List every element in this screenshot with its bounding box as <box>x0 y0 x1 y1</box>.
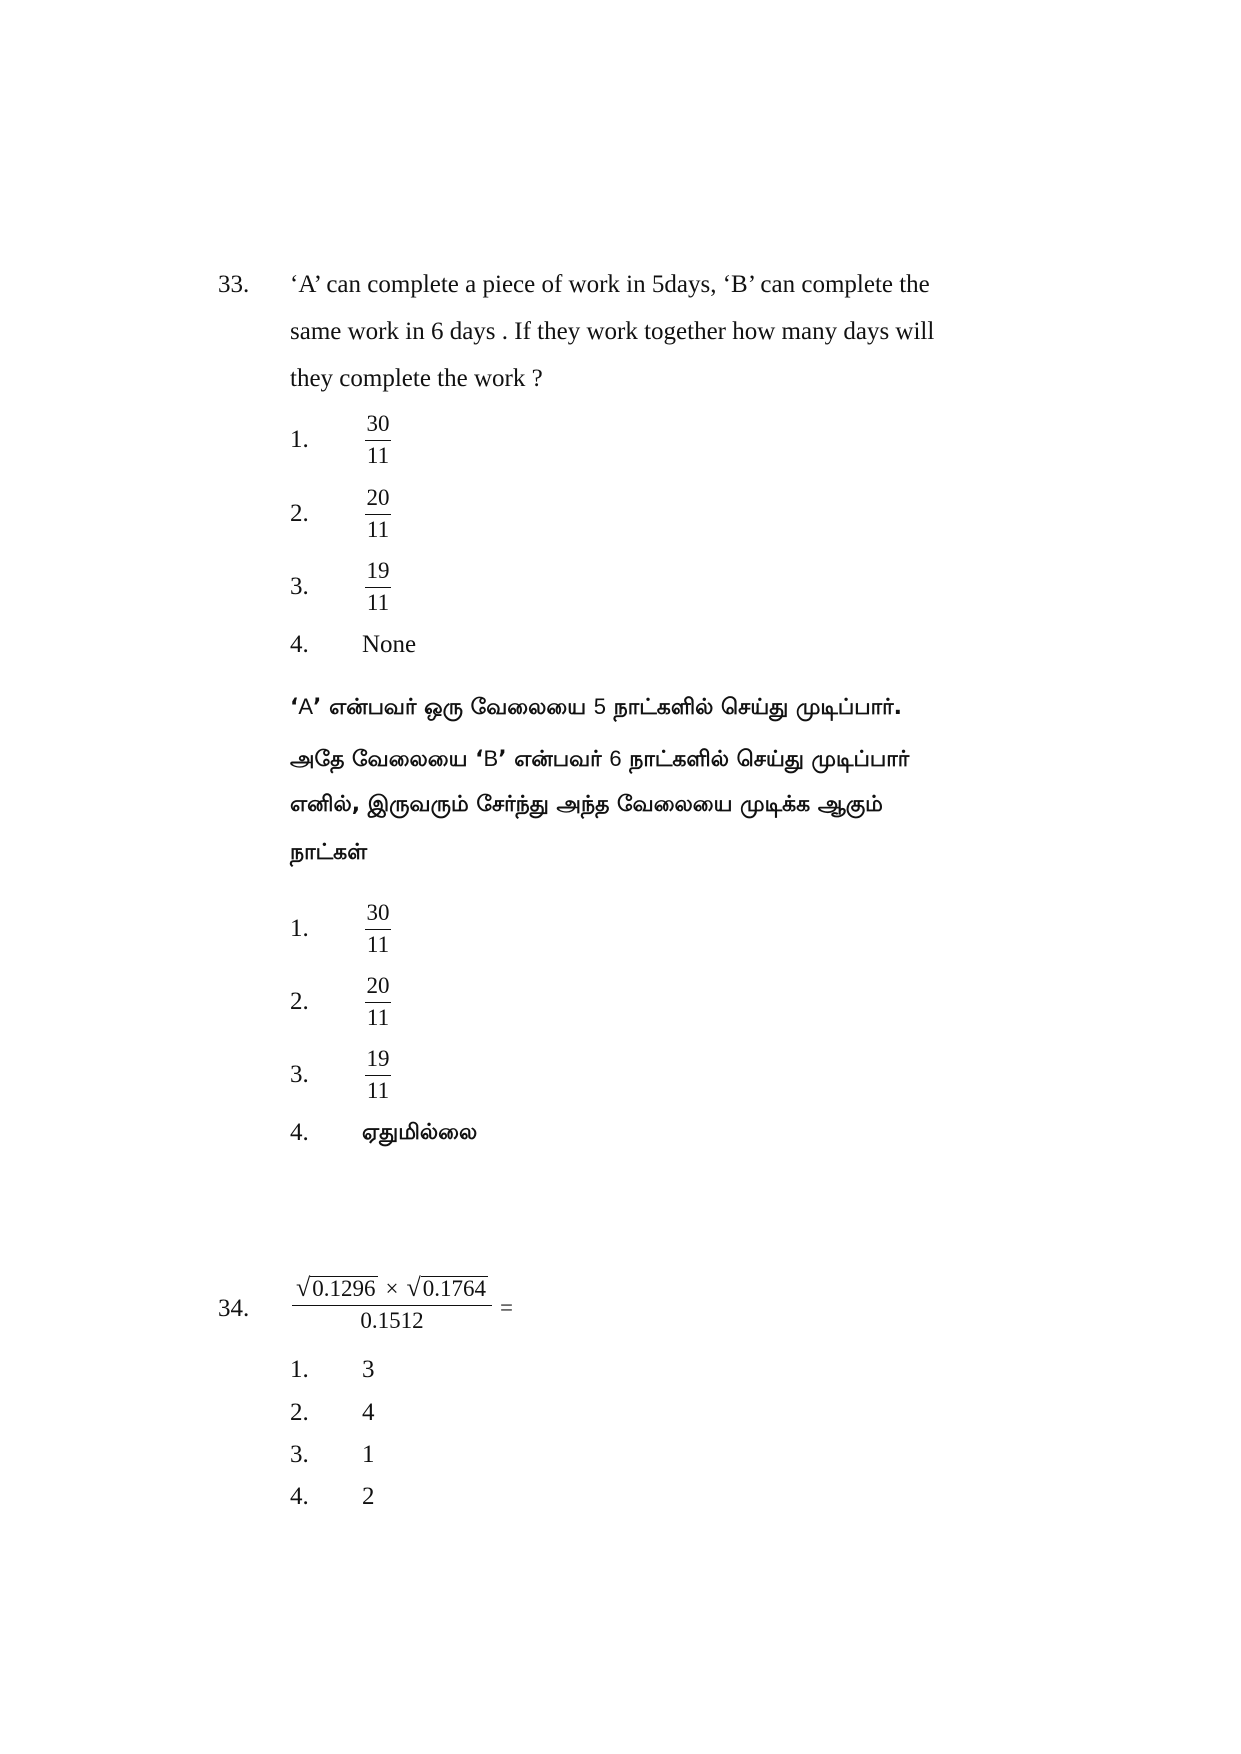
option-number: 2. <box>290 500 309 527</box>
option-number: 3. <box>290 1441 309 1468</box>
option-fraction <box>365 1046 391 1104</box>
expression-numerator <box>292 1275 492 1301</box>
question-text-line: same work in 6 days . If they work together how many days will <box>290 318 935 345</box>
text-fragment: B <box>483 746 499 771</box>
fraction-numerator: 30 <box>366 900 390 925</box>
option-number: 4. <box>290 631 309 658</box>
multiply-operator: × <box>385 1276 399 1301</box>
fraction-denominator: 11 <box>366 1005 390 1030</box>
fraction-numerator: 30 <box>366 411 390 436</box>
text-fragment: நாட்களில் செய்து முடிப்பார். <box>605 695 902 720</box>
option-fraction <box>365 411 391 469</box>
text-fragment: ’ என்பவர் ஒரு வேலையை <box>313 695 594 720</box>
option-number: 1. <box>290 1356 309 1383</box>
text-fragment: A <box>298 694 314 719</box>
radicand: 0.1764 <box>422 1276 487 1301</box>
option-number: 3. <box>290 1061 309 1088</box>
question-text-line: they complete the work ? <box>290 365 543 392</box>
question-text-line-tamil <box>290 692 902 723</box>
fraction-bar <box>365 440 391 441</box>
square-root <box>407 1275 489 1301</box>
question-text-line-tamil: எனில், இருவரும் சேர்ந்து அந்த வேலையை முடிக்க ஆகும் <box>290 792 883 817</box>
fraction-denominator: 11 <box>366 1078 390 1103</box>
option-text: 3 <box>362 1356 375 1383</box>
option-fraction <box>365 900 391 958</box>
option-text: 2 <box>362 1483 375 1510</box>
fraction-numerator: 20 <box>366 973 390 998</box>
question-number: 33. <box>218 271 250 298</box>
text-fragment: ’ என்பவர் <box>498 747 610 772</box>
option-fraction <box>365 973 391 1031</box>
fraction-denominator: 11 <box>366 590 390 615</box>
option-text: ஏதுமில்லை <box>362 1120 478 1145</box>
option-text: None <box>362 631 417 658</box>
fraction-bar <box>365 1075 391 1076</box>
option-number: 3. <box>290 573 309 600</box>
text-fragment: 6 <box>609 746 622 771</box>
option-number: 2. <box>290 1399 309 1426</box>
text-fragment: 5 <box>593 694 606 719</box>
fraction-denominator: 11 <box>366 517 390 542</box>
text-fragment: அதே வேலையை ‘ <box>290 747 484 772</box>
option-number: 4. <box>290 1119 309 1146</box>
option-text: 1 <box>362 1441 375 1468</box>
math-expression <box>292 1275 492 1334</box>
question-text-line-tamil <box>290 744 909 775</box>
option-fraction <box>365 558 391 616</box>
radical-sign-icon: √ <box>296 1273 311 1302</box>
text-fragment: நாட்களில் செய்து முடிப்பார் <box>621 747 910 772</box>
fraction-denominator: 11 <box>366 443 390 468</box>
fraction-numerator: 20 <box>366 485 390 510</box>
equals-sign: = <box>500 1295 513 1320</box>
option-fraction <box>365 485 391 543</box>
square-root <box>296 1275 378 1301</box>
fraction-bar <box>365 929 391 930</box>
expression-denominator: 0.1512 <box>360 1308 424 1333</box>
fraction-bar <box>292 1305 492 1306</box>
option-number: 1. <box>290 915 309 942</box>
fraction-bar <box>365 1002 391 1003</box>
radicand: 0.1296 <box>312 1276 376 1301</box>
fraction-numerator: 19 <box>366 1046 390 1071</box>
fraction-bar <box>365 587 391 588</box>
question-text-line-tamil: நாட்கள் <box>290 840 368 865</box>
question-text-line: ‘A’ can complete a piece of work in 5days, ‘B’ can complete the <box>290 271 930 298</box>
fraction-numerator: 19 <box>366 558 390 583</box>
option-number: 4. <box>290 1483 309 1510</box>
fraction-denominator: 11 <box>366 932 390 957</box>
fraction-bar <box>365 514 391 515</box>
text-fragment: ‘ <box>290 695 299 720</box>
radical-sign-icon: √ <box>406 1273 421 1302</box>
option-number: 1. <box>290 426 309 453</box>
question-number: 34. <box>218 1295 250 1322</box>
option-text: 4 <box>362 1399 375 1426</box>
option-number: 2. <box>290 988 309 1015</box>
